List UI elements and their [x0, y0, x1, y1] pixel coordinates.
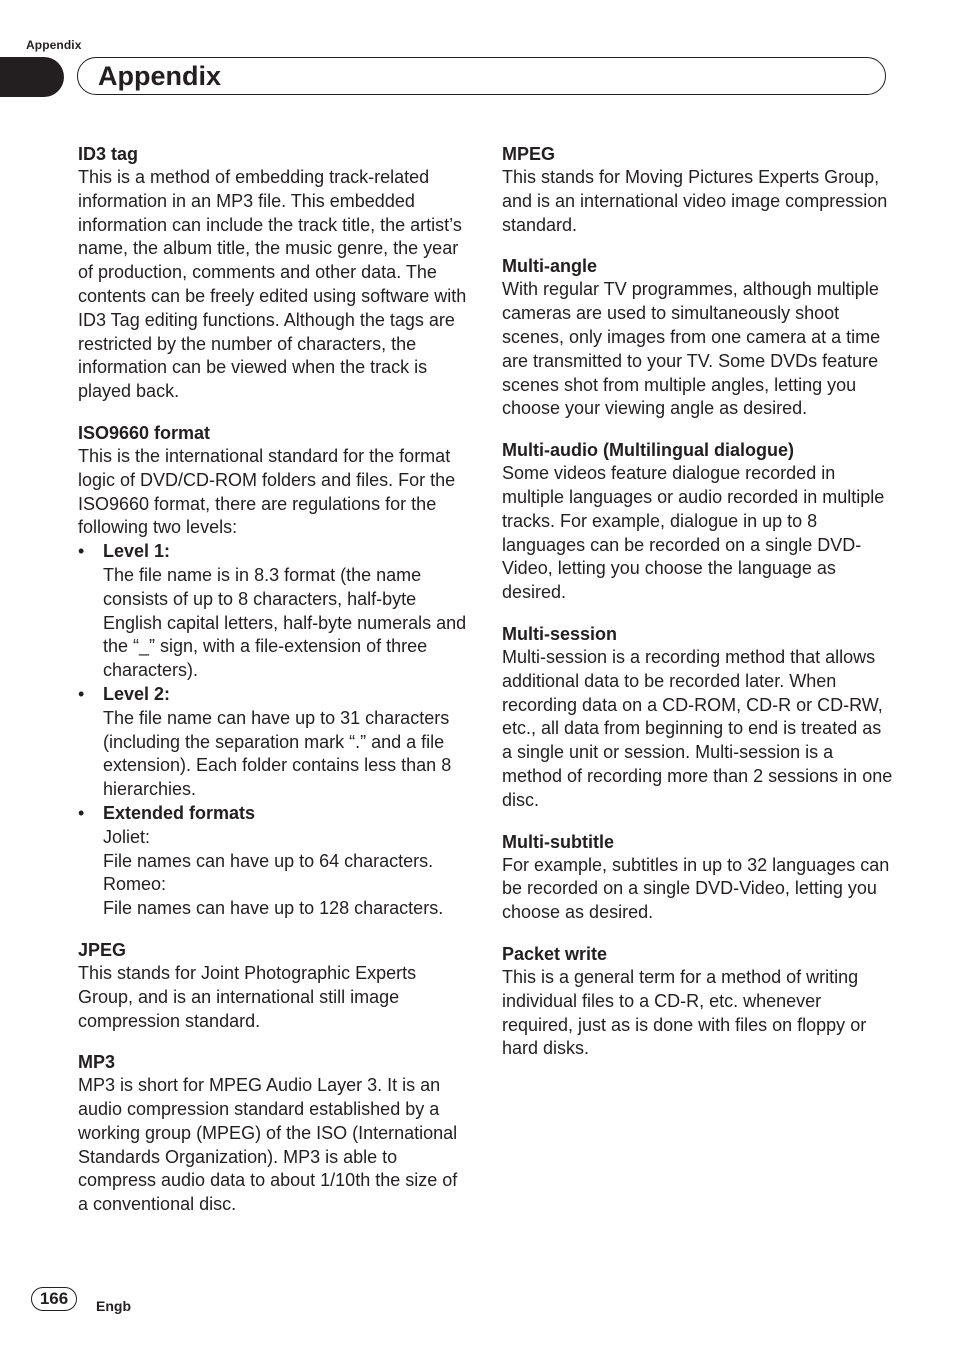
entry-body: This is a general term for a method of writing individual files to a CD-R, etc. whenever required, just as is done with files on floppy or hard disks.	[502, 966, 867, 1059]
list-item-title: Extended formats	[103, 802, 256, 823]
list-item-text: The file name can have up to 31 characters (including the separation mark “.” and a file extension). Each folder contains less than 8 hierarchies.	[103, 707, 452, 800]
bullet-icon: •	[78, 802, 85, 823]
entry-title: ISO9660 format	[78, 422, 211, 443]
glossary-entry-id3-tag	[78, 142, 470, 404]
glossary-entry-multi-angle	[502, 254, 894, 421]
glossary-entry-multi-audio	[502, 438, 894, 605]
glossary-entry-multi-session	[502, 622, 894, 813]
entry-title: Packet write	[502, 943, 608, 964]
glossary-entry-mpeg	[502, 142, 894, 237]
list-item-text: Joliet:	[103, 826, 151, 847]
entry-title: Multi-subtitle	[502, 831, 614, 852]
glossary-entry-jpeg	[78, 938, 470, 1033]
entry-body: MP3 is short for MPEG Audio Layer 3. It is an audio compression standard established by a working group (MPEG) of the ISO (International Standards Organization). MP3 is able to compress audio data to about 1/10th the size of a conventional disc.	[78, 1075, 458, 1215]
entry-title: Multi-audio (Multilingual dialogue)	[502, 440, 794, 461]
entry-title: ID3 tag	[78, 144, 139, 164]
right-column	[502, 142, 894, 1078]
list-item-level-2	[78, 683, 470, 802]
running-head: Appendix	[26, 38, 82, 52]
entry-title: Multi-session	[502, 623, 618, 644]
list-item-text: Romeo:	[103, 874, 167, 895]
list-item-text: The file name is in 8.3 format (the name consists of up to 8 characters, half-byte English capital letters, half-byte numerals and the “_” sign, with a file-extension of three characters).	[103, 564, 467, 681]
list-item-extended-formats	[78, 802, 470, 921]
page-number: 166	[31, 1287, 77, 1311]
iso-levels-list	[78, 540, 470, 921]
glossary-entry-mp3	[78, 1050, 470, 1217]
section-tab-marker	[0, 57, 64, 97]
entry-body: This is the international standard for the format logic of DVD/CD-ROM folders and files. For the ISO9660 format, there are regulations for the following two levels:	[78, 445, 456, 538]
entry-body: This is a method of embedding track-related information in an MP3 file. This embedded information can include the track title, the artist’s name, the album title, the music genre, the year of production, comments and other data. The contents can be freely edited using software with ID3 Tag editing functions. Although the tags are restricted by the number of characters, the information can be viewed when the track is played back.	[78, 167, 467, 402]
entry-title: MPEG	[502, 144, 556, 164]
list-item-title: Level 2:	[103, 683, 171, 704]
list-item-title: Level 1:	[103, 541, 171, 562]
entry-body: This stands for Moving Pictures Experts Group, and is an international video image compression standard.	[502, 167, 888, 235]
glossary-entry-packet-write	[502, 942, 894, 1061]
entry-title: Multi-angle	[502, 256, 597, 277]
entry-body: Some videos feature dialogue recorded in multiple languages or audio recorded in multiple tracks. For example, dialogue in up to 8 languages can be recorded on a single DVD-Video, letting you choose the language as desired.	[502, 463, 885, 603]
entry-body: Multi-session is a recording method that allows additional data to be recorded later. When recording data on a CD-ROM, CD-R or CD-RW, etc., all data from beginning to end is treated as a single unit or session. Multi-session is a method of recording more than 2 sessions in one disc.	[502, 646, 893, 810]
entry-title: JPEG	[78, 939, 127, 960]
title-bar	[77, 57, 886, 95]
entry-body: With regular TV programmes, although multiple cameras are used to simultaneously shoot scenes, only images from one camera at a time are transmitted to your TV. Some DVDs feature scenes shot from multiple angles, letting you choose your viewing angle as desired.	[502, 279, 881, 419]
left-column	[78, 142, 470, 1234]
bullet-icon: •	[78, 683, 85, 704]
bullet-icon: •	[78, 541, 85, 562]
list-item-text: File names can have up to 64 characters.	[103, 850, 434, 871]
list-item-text: File names can have up to 128 characters.	[103, 898, 444, 919]
list-item-level-1	[78, 540, 470, 683]
glossary-entry-multi-subtitle	[502, 830, 894, 925]
page-title: Appendix	[98, 61, 222, 91]
glossary-entry-iso9660	[78, 421, 470, 921]
entry-title: MP3	[78, 1052, 116, 1073]
entry-body: This stands for Joint Photographic Experts Group, and is an international still image compression standard.	[78, 962, 417, 1031]
entry-body: For example, subtitles in up to 32 languages can be recorded on a single DVD-Video, letting you choose as desired.	[502, 854, 890, 923]
language-code: Engb	[96, 1298, 131, 1314]
